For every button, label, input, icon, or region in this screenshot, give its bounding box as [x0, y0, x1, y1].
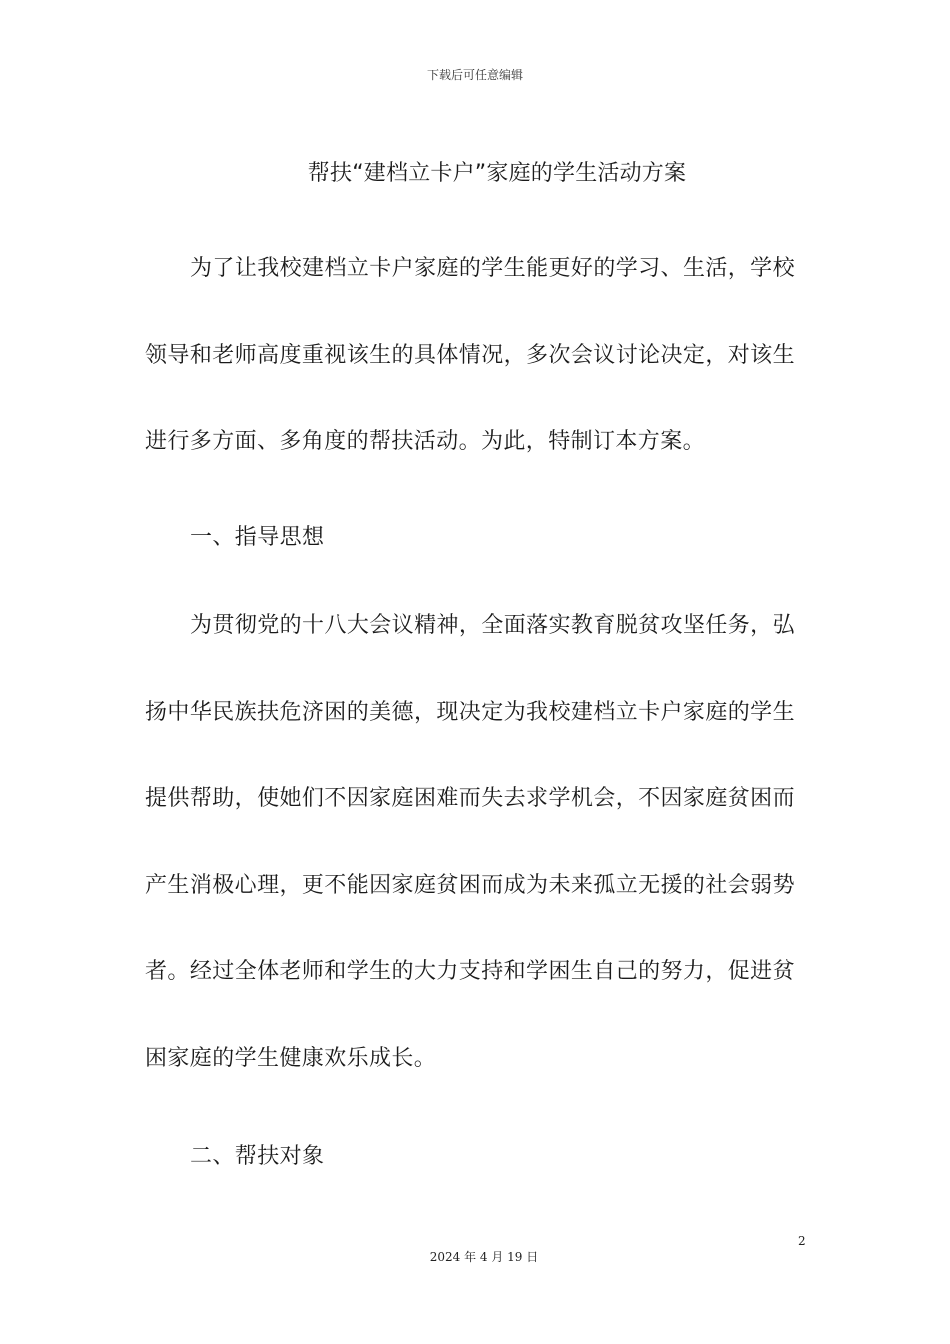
header-note: 下载后可任意编辑	[426, 68, 523, 82]
document-title: 帮扶“建档立卡户”家庭的学生活动方案	[307, 161, 687, 186]
paragraph-guiding-ideology: 为贯彻党的十八大会议精神，全面落实教育脱贫攻坚任务，弘扬中华民族扶危济困的美德，现决定为我校建档立卡户家庭的学生提供帮助，使她们不因家庭困难而失去求学机会，不因家庭贫困而产生消极心理，更不能因家庭贫困而成为未来孤立无援的社会弱势者。经过全体老师和学生的大力支持和学困生自己的努力，促进贫困家庭的学生健康欢乐成长。	[145, 613, 795, 1071]
section-heading-assistance-targets: 二、帮扶对象	[190, 1144, 325, 1169]
footer-date: 2024 年 4 月 19 日	[429, 1250, 539, 1264]
section-heading-guiding-ideology: 一、指导思想	[190, 525, 325, 550]
paragraph-intro: 为了让我校建档立卡户家庭的学生能更好的学习、生活，学校领导和老师高度重视该生的具体情况，多次会议讨论决定，对该生进行多方面、多角度的帮扶活动。为此，特制订本方案。	[145, 256, 795, 455]
page-number: 2	[798, 1234, 806, 1248]
